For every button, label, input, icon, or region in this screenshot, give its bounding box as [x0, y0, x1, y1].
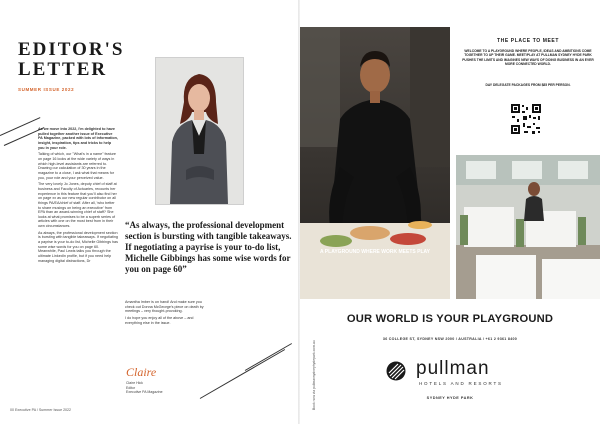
chef-illustration [300, 27, 450, 299]
signature-role: Editor [126, 385, 136, 390]
qr-code-icon[interactable] [510, 103, 542, 135]
letter-body-continued [125, 300, 205, 327]
decor-line [0, 117, 40, 136]
pullman-logo-icon [386, 361, 406, 381]
decor-line [200, 349, 285, 399]
editor-photo [155, 57, 244, 205]
photo-caption: A PLAYGROUND WHERE WORK MEETS PLAY [319, 249, 431, 255]
chef-photo [300, 27, 450, 299]
paragraph: Talking of which, our "What's in a name" feature on page 16 looks at the wide variety of ways in which high-level assistants are referred to. Drawing our calculation of 30 years in the magazine to a close, I ask what that means for you, your role and your perceived value. [38, 152, 116, 180]
signature-block [126, 381, 163, 395]
pullman-subtitle: HOTELS AND RESORTS [419, 381, 503, 386]
hotel-address: 36 COLLEGE ST, SYDNEY NSW 2000 / AUSTRALIA / +61 2 9361 8400 [382, 337, 518, 341]
editor-signature: Claire [126, 365, 157, 379]
title-line-1: EDITOR'S [18, 39, 125, 60]
title-line-2: LETTER [18, 59, 108, 80]
issue-label: SUMMER ISSUE 2022 [18, 87, 75, 92]
ballroom-photo [456, 155, 600, 299]
advert-description: WELCOME TO A PLAYGROUND WHERE PEOPLE, IDEAS AND AMBITIONS COME TOGETHER TO UP THEIR GAME. MEET/PLAY AT PULLMAN SYDNEY HYDE PARK PUSHES THE LIMITS AND IMAGINES NEW WAYS OF DOING BUSINESS IN AN EVER MORE CONNECTED WORLD. [462, 49, 594, 67]
pullman-wordmark: pullman [416, 358, 490, 379]
advert-delegate-offer: DAY DELEGATE PACKAGES FROM $85 PER PERSON. [485, 83, 571, 87]
page-footer: 00 Executive PA / Summer Issue 2022 [10, 408, 72, 412]
page-title [18, 40, 124, 80]
paragraph: I do hope you enjoy all of the above – and everything else in the issue. [125, 315, 194, 325]
paragraph: As we move into 2022, I'm delighted to have pulled together another issue of Executive PA Magazine, packed with lots of information, insight, inspiration, tips and tricks to help you in your role. [38, 127, 118, 150]
advert-banner: OUR WORLD IS YOUR PLAYGROUND [346, 313, 554, 325]
editor-portrait-illustration [156, 58, 243, 204]
signature-org: Executive PA Magazine [126, 390, 163, 394]
pull-quote: “As always, the professional development section is bursting with tangible takeaways. If negotiating a payrise is your to-do list, Michelle Gibbings has some wise words for you on page 60” [125, 220, 292, 274]
paragraph: As always, the professional development section is bursting with tangible takeaways. If negotiating a payrise is your to-do list, Michelle Gibbings has some wise words for you on page 60. Meanwhile, Paul Lewis talks you through the ultimate LinkedIn profile, but if you need help managing digital distractions, Dr [38, 230, 118, 263]
booking-url[interactable]: Book now via pullmansydneyhydepark.com.au [312, 340, 316, 410]
ballroom-illustration [456, 155, 600, 299]
paragraph: The very lovely Jo Jones, deputy chief of staff at business and Faculty of Actuaries, recounts her experience in this feature that you'll also find her on page xx as our new regular contributor on all things PA/EA/chief of staff. After all, 'who better to share musings on being an executive' from EPA than an award-winning chief of staff? She looks at what promises to be a superb series of articles with one on the most best from in their own circumstances. [38, 182, 117, 229]
hotel-location: SYDNEY HYDE PARK [426, 396, 474, 400]
advert-copy [456, 27, 600, 155]
advert-heading: THE PLACE TO MEET [496, 38, 560, 44]
paragraph: Amantha Imber is on hand! And make sure you check out Donna McGeorge's piece on death by meetings – very thought-provoking. [125, 300, 204, 314]
letter-body [38, 127, 118, 265]
signature-name: Claire Hick [126, 381, 143, 385]
